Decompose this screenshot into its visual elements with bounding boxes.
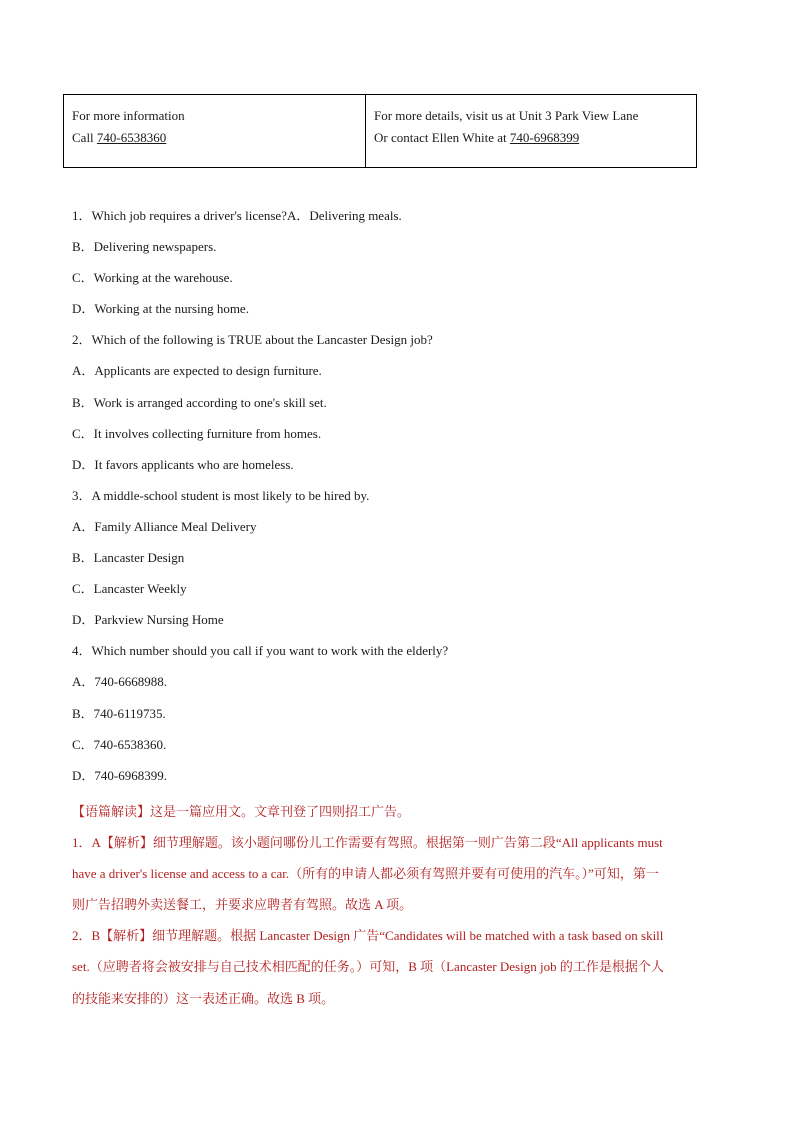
more-information-text: For more information (72, 108, 185, 123)
call-label: Call (72, 130, 97, 145)
question-line: 1．Which job requires a driver's license?A．Delivering meals. (72, 208, 402, 223)
question-line: 3．A middle-school student is most likely to be hired by. (72, 487, 370, 503)
analysis-line: 则广告招聘外卖送餐工，并要求应聘者有驾照。故选 A 项。 (72, 897, 413, 913)
question-line: C．It involves collecting furniture from homes. (72, 425, 322, 441)
question-line: D．Working at the nursing home. (72, 301, 249, 317)
analysis-section (72, 796, 722, 1014)
analysis-line: 的技能来安排的）这一表述正确。故选 B 项。 (72, 990, 335, 1006)
question-line: C．Working at the warehouse. (72, 270, 233, 286)
question-line: B．Lancaster Design (72, 550, 185, 566)
question-line: A．740-6668988. (72, 674, 167, 690)
more-details-text: For more details, visit us at Unit 3 Park View Lane (374, 108, 639, 123)
phone-link-left[interactable]: 740-6538360 (96, 130, 167, 145)
question-line: A．Applicants are expected to design furniture. (72, 363, 322, 379)
question-line: B．Delivering newspapers. (72, 239, 217, 255)
question-line: 2．Which of the following is TRUE about the Lancaster Design job? (72, 332, 433, 348)
question-line: C．Lancaster Weekly (72, 581, 187, 597)
phone-link-right[interactable]: 740-6968399 (509, 130, 580, 145)
contact-line (374, 126, 688, 157)
question-line: D．740-6968399. (72, 767, 167, 783)
analysis-line: set.（应聘者将会被安排与自己技术相匹配的任务。）可知，B 项（Lancaster Design job 的工作是根据个人 (72, 959, 664, 975)
questions-list (72, 200, 724, 791)
question-line: B．Work is arranged according to one's skill set. (72, 394, 327, 410)
right-info-cell (366, 95, 697, 168)
contact-label: Or contact Ellen White at (374, 130, 510, 145)
question-line: D．Parkview Nursing Home (72, 612, 224, 628)
call-line (72, 126, 357, 157)
analysis-line: 1．A【解析】细节理解题。该小题问哪份儿工作需要有驾照。根据第一则广告第二段“All applicants must (72, 835, 663, 851)
contact-info-table (63, 94, 697, 168)
left-info-cell (64, 95, 366, 168)
question-line: C．740-6538360. (72, 736, 167, 752)
question-line: A．Family Alliance Meal Delivery (72, 518, 257, 534)
question-line: D．It favors applicants who are homeless. (72, 456, 294, 472)
question-line: 4．Which number should you call if you want to work with the elderly? (72, 643, 449, 659)
analysis-heading: 【语篇解读】这是一篇应用文。文章刊登了四则招工广告。 (72, 804, 411, 819)
analysis-line: 2．B【解析】细节理解题。根据 Lancaster Design 广告“Candidates will be matched with a task based on skill (72, 928, 664, 944)
question-line: B．740-6119735. (72, 705, 166, 721)
analysis-line: have a driver's license and access to a car.（所有的申请人都必须有驾照并要有可使用的汽车。）”可知，第一 (72, 866, 659, 882)
